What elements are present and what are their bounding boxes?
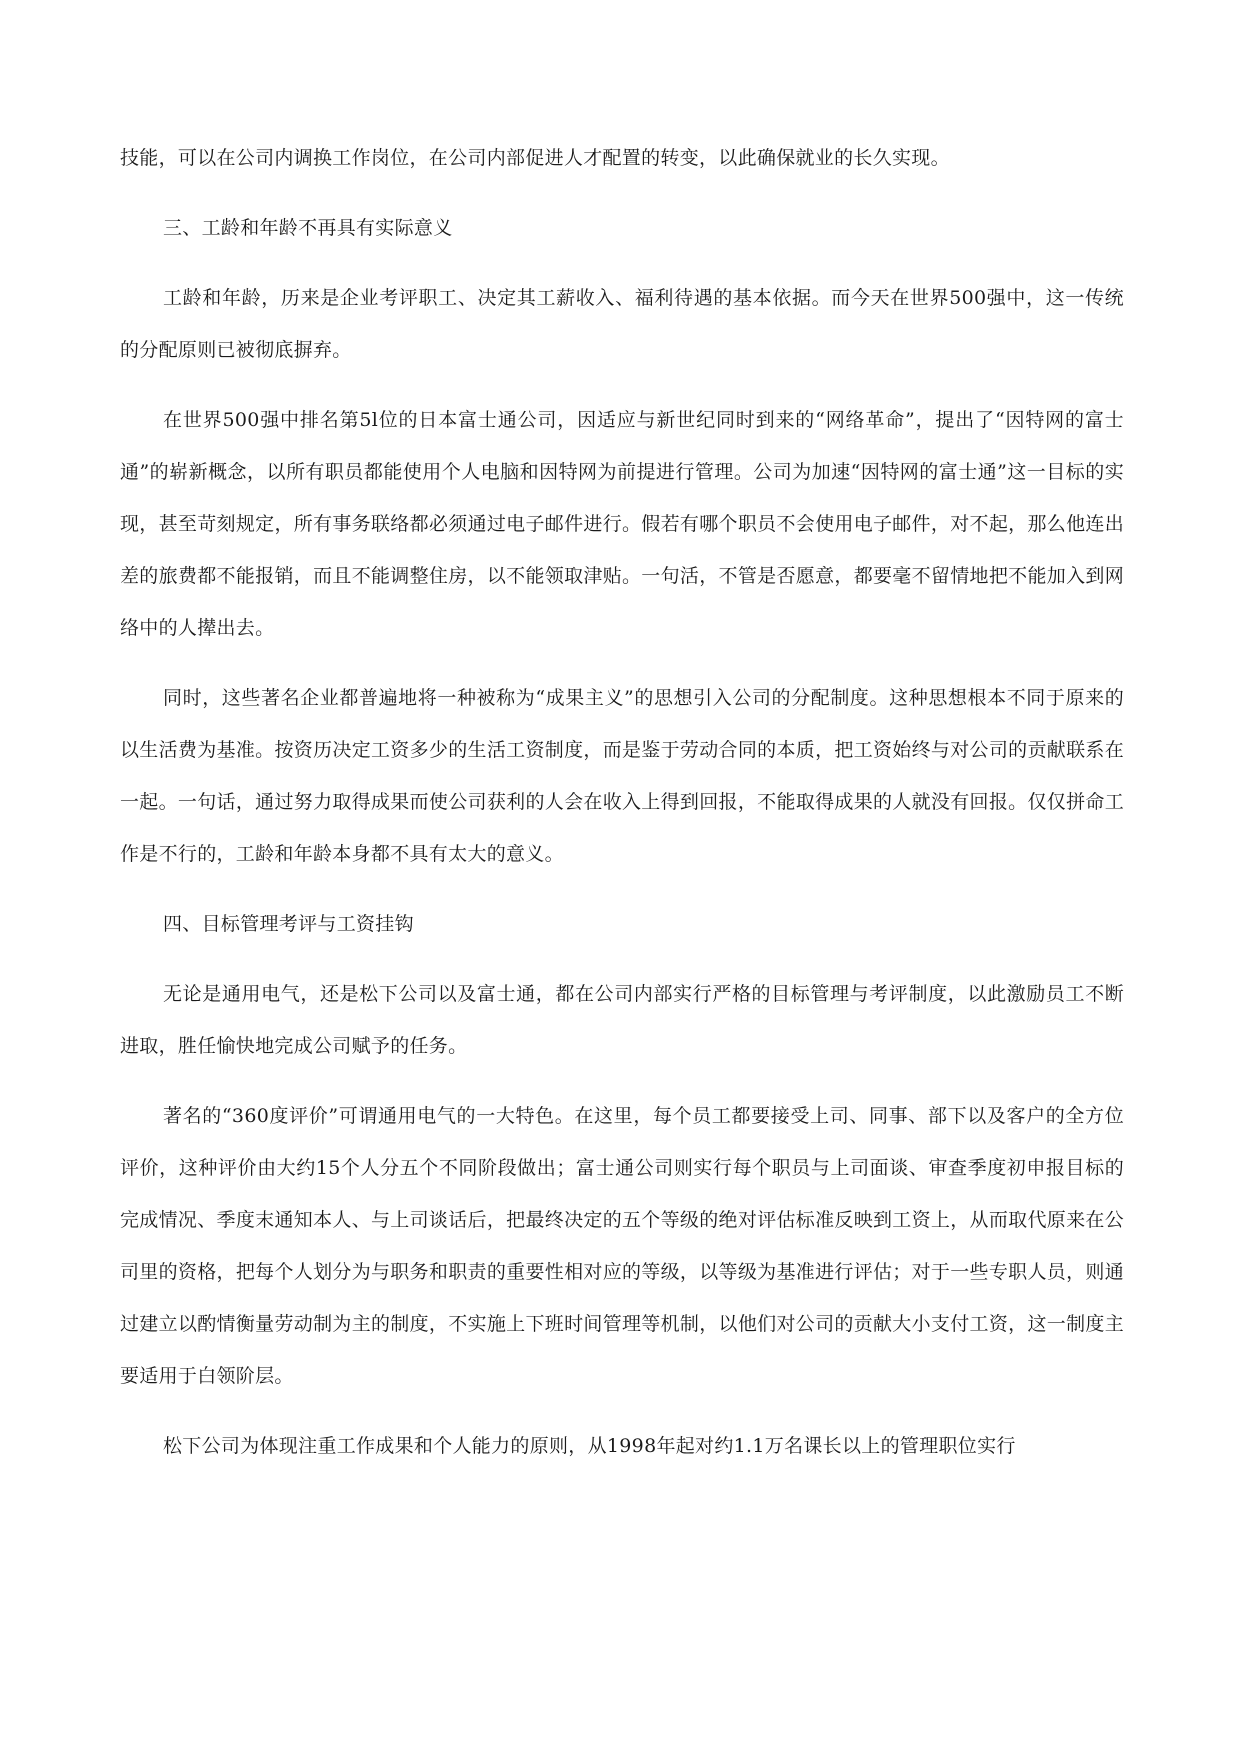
paragraph-matsushita: 松下公司为体现注重工作成果和个人能力的原则，从1998年起对约1.1万名课长以上的管理职位实行 [163,1435,1016,1457]
paragraph-seniority: 工龄和年龄，历来是企业考评职工、决定其工薪收入、福利待遇的基本依据。而今天在世界500强中，这一传统的分配原则已被彻底摒弃。 [120,287,1124,361]
section-heading-3: 三、工龄和年龄不再具有实际意义 [163,217,453,239]
document-page [120,132,1124,1490]
paragraph-continuation: 技能，可以在公司内调换工作岗位，在公司内部促进人才配置的转变，以此确保就业的长久实现。 [120,147,950,169]
section-heading-4: 四、目标管理考评与工资挂钩 [163,913,414,935]
paragraph-fujitsu-internet: 在世界500强中排名第5l位的日本富士通公司，因适应与新世纪同时到来的“网络革命”，提出了“因特网的富士通”的崭新概念，以所有职员都能使用个人电脑和因特网为前提进行管理。公司为加速“因特网的富士通”这一目标的实现，甚至苛刻规定，所有事务联络都必须通过电子邮件进行。假若有哪个职员不会使用电子邮件，对不起，那么他连出差的旅费都不能报销，而且不能调整住房，以不能领取津贴。一句活，不管是否愿意，都要毫不留情地把不能加入到网络中的人撵出去。 [120,409,1124,639]
paragraph-360-evaluation: 著名的“360度评价”可谓通用电气的一大特色。在这里，每个员工都要接受上司、同事、部下以及客户的全方位评价，这种评价由大约15个人分五个不同阶段做出；富士通公司则实行每个职员与上司面谈、审查季度初申报目标的完成情况、季度末通知本人、与上司谈话后，把最终决定的五个等级的绝对评估标准反映到工资上，从而取代原来在公司里的资格，把每个人划分为与职务和职责的重要性相对应的等级，以等级为基准进行评估；对于一些专职人员，则通过建立以酌情衡量劳动制为主的制度，不实施上下班时间管理等机制，以他们对公司的贡献大小支付工资，这一制度主要适用于白领阶层。 [120,1105,1124,1387]
paragraph-target-management: 无论是通用电气，还是松下公司以及富士通，都在公司内部实行严格的目标管理与考评制度，以此激励员工不断进取，胜任愉快地完成公司赋予的任务。 [120,983,1124,1057]
paragraph-results-principle: 同时，这些著名企业都普遍地将一种被称为“成果主义”的思想引入公司的分配制度。这种思想根本不同于原来的以生活费为基准。按资历决定工资多少的生活工资制度，而是鉴于劳动合同的本质，把工资始终与对公司的贡献联系在一起。一句话，通过努力取得成果而使公司获利的人会在收入上得到回报，不能取得成果的人就没有回报。仅仅拼命工作是不行的，工龄和年龄本身都不具有太大的意义。 [120,687,1124,865]
